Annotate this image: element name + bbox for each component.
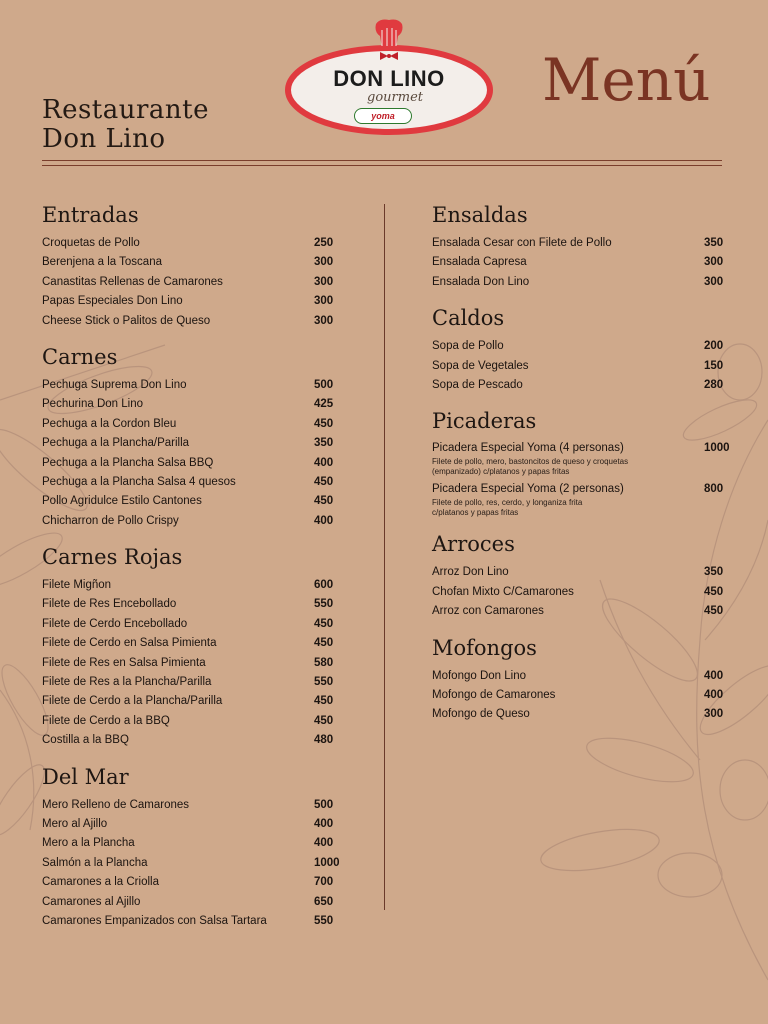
section-title: Arroces: [432, 532, 515, 557]
item-price: 450: [704, 585, 724, 598]
item-name: Filete de Res Encebollado: [42, 598, 177, 611]
menu-item: [42, 712, 342, 731]
item-name: Salmón a la Plancha: [42, 856, 148, 869]
section-title: Del Mar: [42, 764, 129, 789]
item-price: 450: [314, 637, 334, 650]
menu-item: [42, 615, 342, 634]
section-carnes-rojas: [42, 544, 342, 751]
item-name: Berenjena a la Toscana: [42, 256, 162, 269]
menu-item: [42, 893, 342, 912]
item-name: Pechuga a la Plancha Salsa BBQ: [42, 456, 214, 469]
menu-item: [432, 376, 732, 395]
item-name: Papas Especiales Don Lino: [42, 295, 183, 308]
menu-item: [432, 686, 732, 705]
menu-item: [42, 595, 342, 614]
menu-item: [42, 634, 342, 653]
item-price: 300: [704, 256, 724, 269]
section-title: Mofongos: [432, 635, 537, 660]
item-name: Camarones a la Criolla: [42, 876, 159, 889]
menu-item: [432, 357, 732, 376]
menu-item: [42, 292, 342, 311]
section-carnes: [42, 344, 342, 531]
item-price: 300: [314, 295, 334, 308]
restaurant-title-line1: Restaurante: [42, 95, 210, 125]
item-name: Ensalada Capresa: [432, 256, 527, 269]
item-price: 550: [314, 914, 334, 927]
section-title: Caldos: [432, 306, 505, 331]
item-price: 550: [314, 598, 334, 611]
item-name: Sopa de Pescado: [432, 378, 523, 391]
item-price: 500: [314, 378, 334, 391]
menu-item: [42, 492, 342, 511]
menu-item: [42, 576, 342, 595]
menu-item: [432, 667, 732, 686]
menu-item: [42, 796, 342, 815]
section-entradas: [42, 202, 342, 331]
menu-item: [42, 473, 342, 492]
item-name: Camarones Empanizados con Salsa Tartara: [42, 914, 267, 927]
item-name: Pechurina Don Lino: [42, 398, 144, 411]
menu-item: [42, 654, 342, 673]
section-caldos: [432, 305, 732, 395]
item-price: 580: [314, 656, 334, 669]
item-name: Picadera Especial Yoma (4 personas): [432, 442, 624, 455]
item-price: 400: [314, 456, 334, 469]
menu-item: [42, 273, 342, 292]
item-name: Pechuga a la Cordon Bleu: [42, 417, 177, 430]
item-name: Mofongo de Queso: [432, 708, 530, 721]
item-name: Pechuga Suprema Don Lino: [42, 378, 187, 391]
item-price: 425: [314, 398, 334, 411]
item-price: 550: [314, 676, 334, 689]
column-divider: [384, 204, 385, 910]
item-name: Chofan Mixto C/Camarones: [432, 585, 574, 598]
item-name: Filete de Res en Salsa Pimienta: [42, 656, 206, 669]
menu-item: [42, 434, 342, 453]
item-name: Filete de Cerdo a la Plancha/Parilla: [42, 695, 223, 708]
item-price: 300: [704, 275, 724, 288]
item-name: Sopa de Pollo: [432, 340, 504, 353]
item-price: 450: [314, 617, 334, 630]
item-name: Sopa de Vegetales: [432, 359, 529, 372]
item-price: 600: [314, 579, 334, 592]
item-price: 350: [704, 237, 724, 249]
menu-item: [42, 454, 342, 473]
item-price: 350: [704, 566, 724, 579]
item-name: Filete de Cerdo Encebollado: [42, 617, 188, 630]
item-description: Filete de pollo, mero, bastoncitos de queso y croquetas: [432, 457, 629, 467]
menu-item: [432, 234, 732, 253]
item-name: Pechuga a la Plancha/Parilla: [42, 437, 190, 450]
menu-item: [432, 337, 732, 356]
item-price: 400: [314, 817, 334, 830]
restaurant-title-line2: Don Lino: [42, 124, 166, 154]
item-name: Mero a la Plancha: [42, 837, 135, 850]
menu-item: [432, 583, 732, 602]
section-mofongos: [432, 635, 732, 725]
logo-name: DON LINO: [333, 66, 445, 91]
item-price: 450: [314, 475, 334, 488]
menu-item: [42, 692, 342, 711]
item-name: Chicharron de Pollo Crispy: [42, 514, 179, 527]
item-price: 450: [314, 495, 334, 508]
item-price: 500: [314, 798, 334, 811]
item-name: Ensalada Cesar con Filete de Pollo: [432, 237, 612, 249]
item-price: 350: [314, 437, 334, 450]
item-price: 700: [314, 876, 334, 889]
item-name: Pechuga a la Plancha Salsa 4 quesos: [42, 475, 236, 488]
item-name: Cheese Stick o Palitos de Queso: [42, 314, 211, 327]
item-price: 300: [314, 275, 334, 288]
item-name: Filete de Cerdo a la BBQ: [42, 714, 170, 727]
item-name: Filete Migñon: [42, 579, 112, 592]
menu-item: [432, 705, 732, 724]
item-price: 150: [704, 359, 724, 372]
item-price: 250: [314, 237, 334, 249]
menu-item: [42, 854, 342, 873]
item-price: 300: [314, 256, 334, 269]
menu-item: [42, 912, 342, 931]
item-name: Filete de Cerdo en Salsa Pimienta: [42, 637, 217, 650]
menu-item: [42, 731, 342, 750]
menu-item: [432, 440, 732, 457]
section-ensaldas: [432, 202, 732, 292]
item-price: 1000: [704, 442, 730, 455]
item-name: Camarones al Ajillo: [42, 895, 141, 908]
item-price: 480: [314, 734, 334, 747]
logo-badge: yoma: [354, 108, 412, 124]
item-name: Arroz Don Lino: [432, 566, 509, 579]
menu-item: [432, 273, 732, 292]
section-arroces: [432, 531, 732, 621]
section-del-mar: [42, 764, 342, 932]
item-name: Mero Relleno de Camarones: [42, 798, 190, 811]
menu-item: [42, 512, 342, 531]
item-price: 450: [314, 695, 334, 708]
menu-item: [432, 563, 732, 582]
menu-item: [432, 602, 732, 621]
item-name: Mofongo de Camarones: [432, 688, 556, 701]
item-name: Ensalada Don Lino: [432, 275, 530, 288]
item-name: Mero al Ajillo: [42, 817, 108, 830]
restaurant-title: [42, 96, 209, 154]
item-name: Arroz con Camarones: [432, 605, 544, 618]
menu-item: [432, 481, 732, 498]
item-name: Costilla a la BBQ: [42, 734, 129, 747]
item-name: Filete de Res a la Plancha/Parilla: [42, 676, 212, 689]
right-column: [432, 202, 732, 738]
item-price: 450: [314, 714, 334, 727]
item-price: 450: [314, 417, 334, 430]
menu-item: [42, 415, 342, 434]
menu-item: [42, 312, 342, 331]
item-price: 300: [704, 708, 724, 721]
item-description: Filete de pollo, res, cerdo, y longaniza frita: [432, 498, 583, 508]
menu-item: [42, 834, 342, 853]
menu-item: [42, 815, 342, 834]
menu-item: [42, 395, 342, 414]
menu-item: [42, 234, 342, 253]
menu-item: [42, 253, 342, 272]
item-price: 400: [314, 837, 334, 850]
item-description: (empanizado) c/platanos y papas fritas: [432, 467, 570, 477]
item-name: Canastitas Rellenas de Camarones: [42, 275, 223, 288]
logo-subtitle: gourmet: [367, 90, 423, 105]
item-price: 400: [704, 688, 724, 701]
menu-title: Menú: [542, 46, 711, 114]
item-name: Pollo Agridulce Estilo Cantones: [42, 495, 202, 508]
header-rule-top: [42, 160, 722, 161]
section-picaderas: [432, 408, 732, 518]
item-price: 400: [314, 514, 334, 527]
menu-item: [42, 673, 342, 692]
section-title: Entradas: [42, 203, 139, 227]
section-title: Ensaldas: [432, 203, 528, 227]
item-price: 200: [704, 340, 724, 353]
section-title: Carnes Rojas: [42, 545, 183, 570]
section-title: Picaderas: [432, 409, 537, 434]
left-column: [42, 202, 342, 944]
section-title: Carnes: [42, 344, 118, 369]
item-price: 400: [704, 669, 724, 682]
item-price: 650: [314, 895, 334, 908]
don-lino-logo: [282, 18, 496, 138]
item-name: Mofongo Don Lino: [432, 669, 526, 682]
item-name: Croquetas de Pollo: [42, 237, 140, 249]
item-description: c/platanos y papas fritas: [432, 508, 519, 518]
menu-item: [42, 376, 342, 395]
item-price: 300: [314, 314, 334, 327]
item-price: 280: [704, 378, 724, 391]
menu-item: [432, 253, 732, 272]
item-price: 450: [704, 605, 724, 618]
item-price: 1000: [314, 856, 340, 869]
item-name: Picadera Especial Yoma (2 personas): [432, 483, 624, 496]
menu-item: [42, 873, 342, 892]
header-rule-bottom: [42, 165, 722, 166]
item-price: 800: [704, 483, 724, 496]
